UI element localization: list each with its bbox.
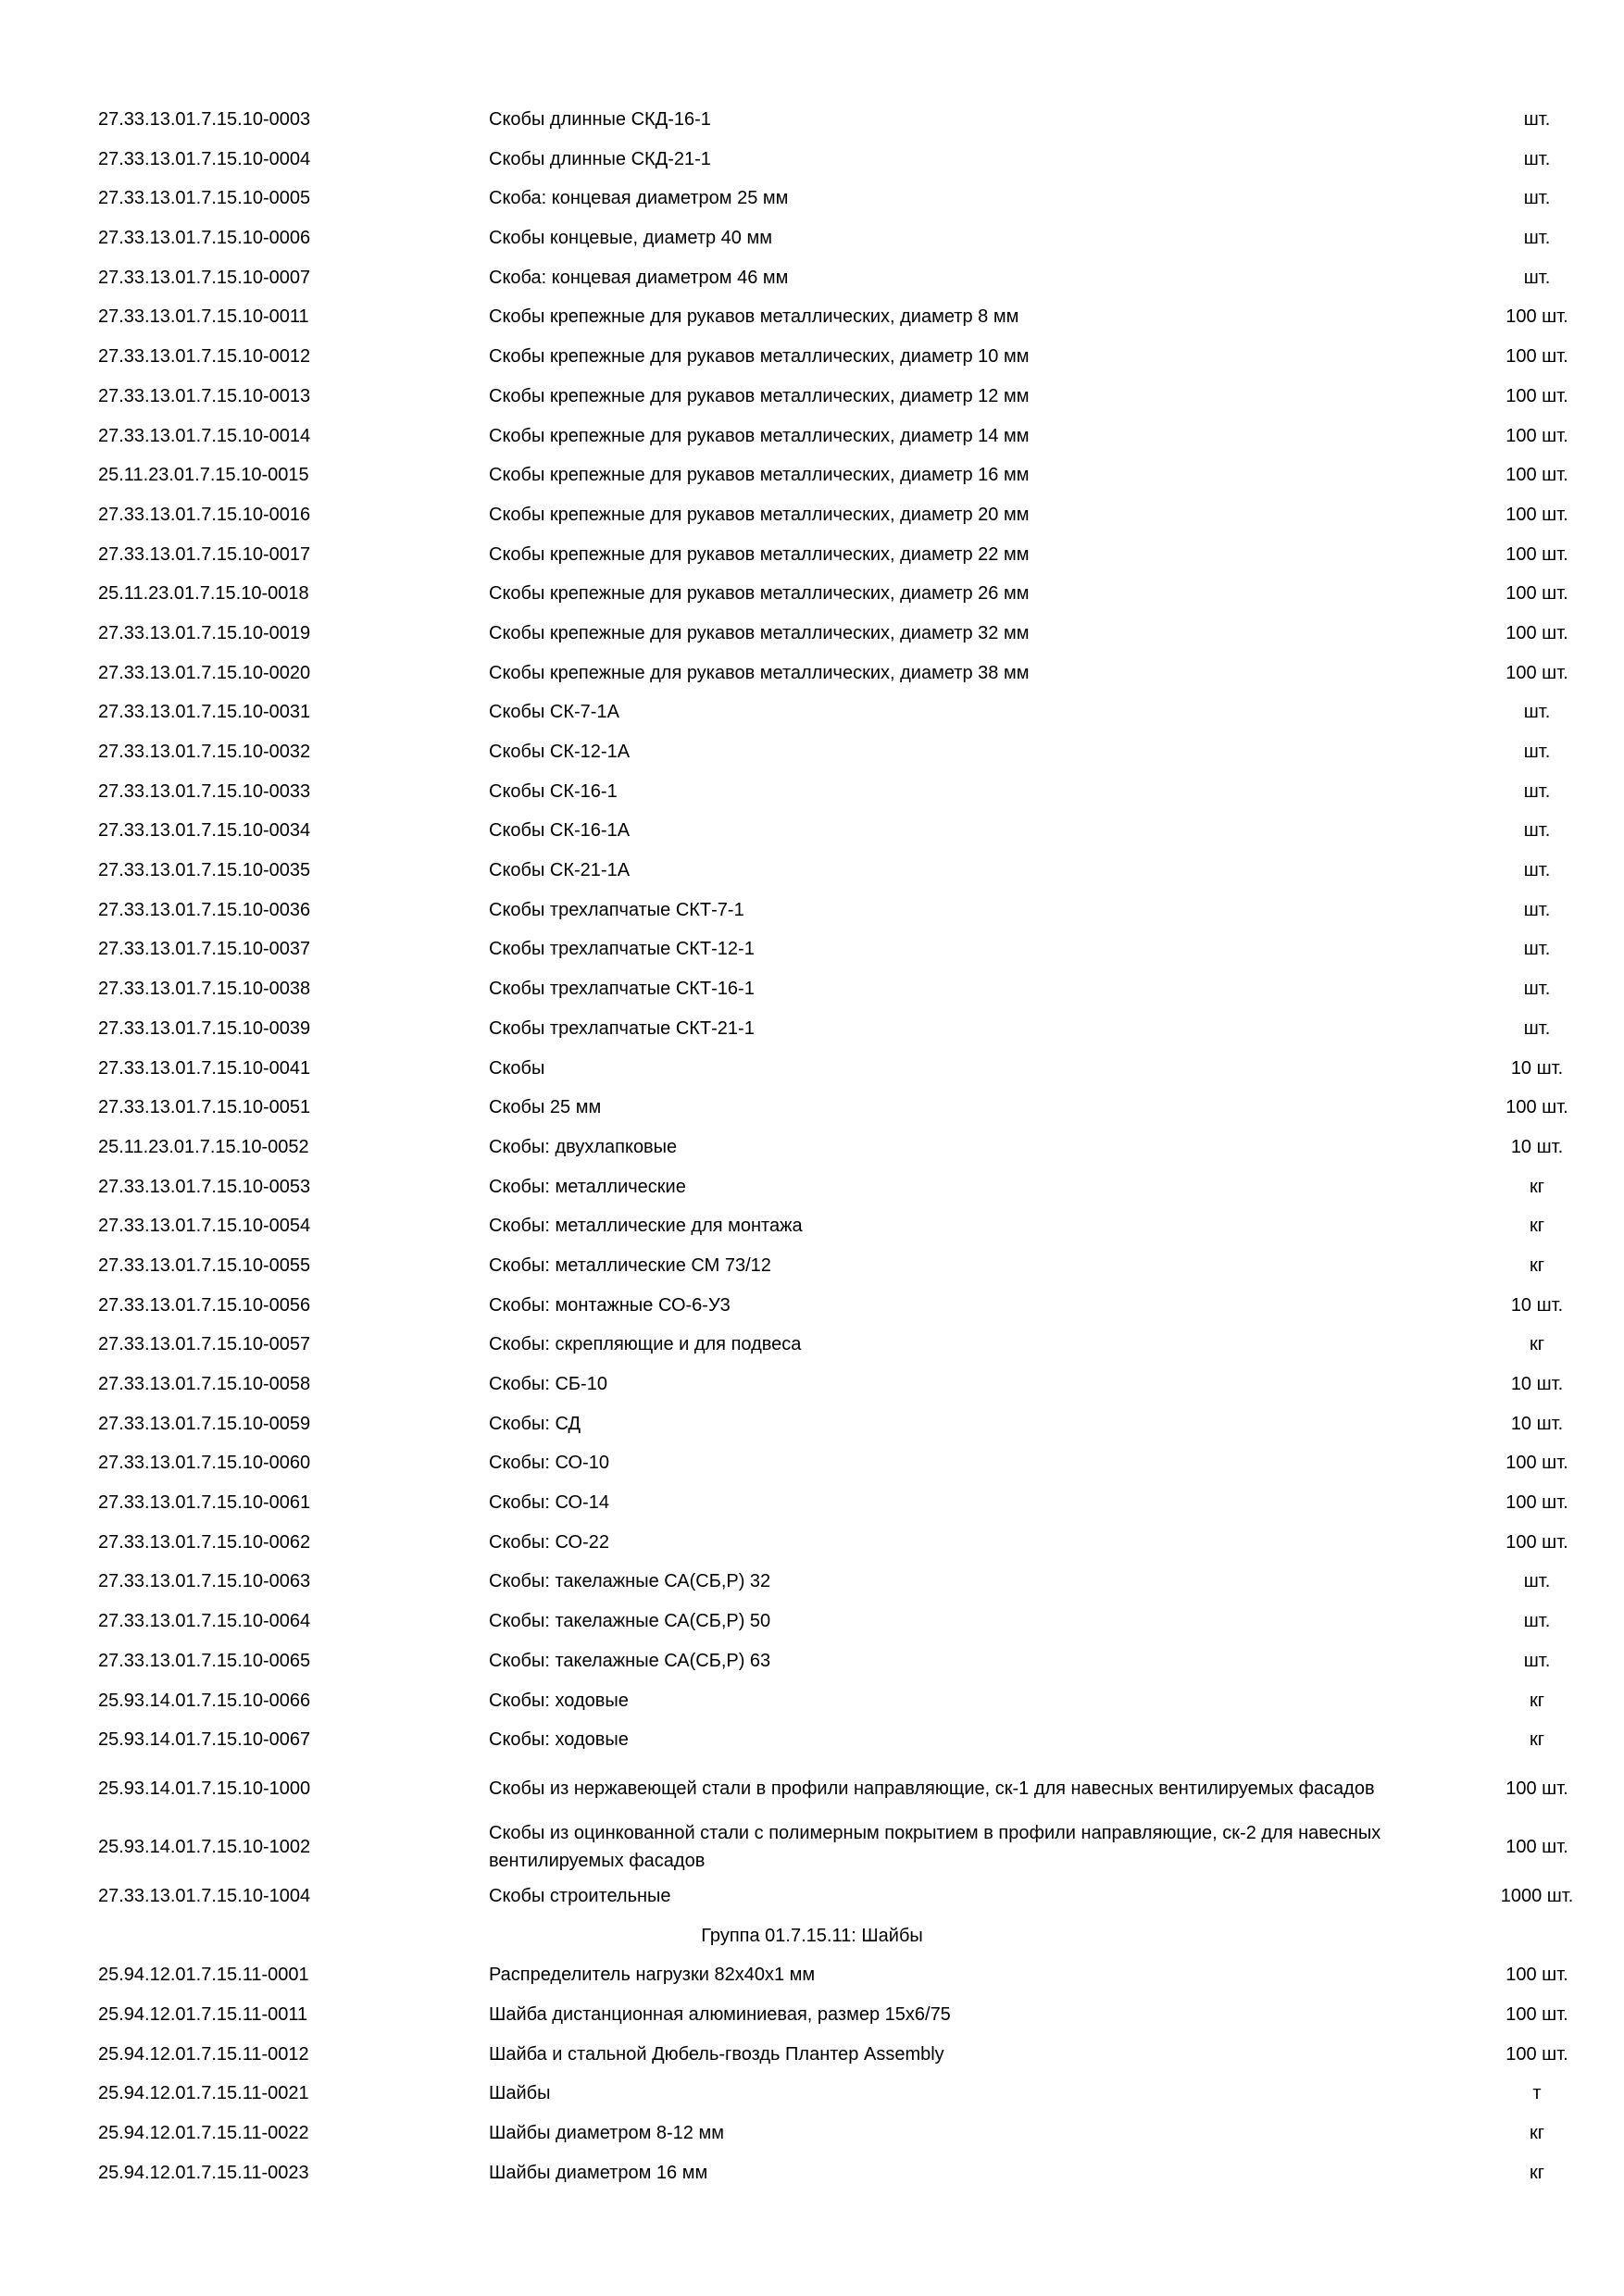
item-unit: 100 шт.: [1505, 306, 1568, 328]
item-name: Скобы СК-16-1А: [489, 820, 631, 842]
item-unit: 10 шт.: [1510, 1374, 1564, 1394]
table-row: [0, 417, 1624, 456]
table-row: [0, 732, 1624, 772]
item-name: Скобы: СО-14: [489, 1492, 609, 1514]
table-row: [0, 1955, 1624, 1995]
item-unit: 100 шт.: [1505, 2003, 1568, 2025]
item-name: Скобы трехлапчатые СКТ-21-1: [489, 1017, 755, 1039]
item-name: Скобы: металлические для монтажа: [489, 1216, 803, 1237]
item-code: 27.33.13.01.7.15.10-0038: [98, 979, 311, 1000]
item-code: 25.94.12.01.7.15.11-0011: [98, 2003, 308, 2025]
table-row: [0, 574, 1624, 614]
item-code: 27.33.13.01.7.15.10-0032: [98, 742, 311, 762]
item-name: Скобы длинные СКД-21-1: [489, 148, 711, 169]
item-unit: шт.: [1523, 1017, 1551, 1039]
item-code: 27.33.13.01.7.15.10-0003: [98, 109, 311, 130]
item-name: Скобы: монтажные СО-6-У3: [489, 1294, 731, 1316]
item-code: 27.33.13.01.7.15.10-0058: [98, 1374, 311, 1394]
table-row: [0, 1404, 1624, 1444]
item-code: 27.33.13.01.7.15.10-0033: [98, 780, 311, 802]
item-code: 27.33.13.01.7.15.10-0065: [98, 1650, 311, 1671]
item-unit: кг: [1529, 2123, 1545, 2143]
item-unit: шт.: [1523, 228, 1551, 249]
item-unit: 100 шт.: [1505, 543, 1568, 565]
table-row: [0, 930, 1624, 969]
item-code: 27.33.13.01.7.15.10-0036: [98, 899, 311, 920]
item-name: Шайбы диаметром 8-12 мм: [489, 2123, 724, 2143]
table-row: [0, 1286, 1624, 1326]
table-row: [0, 258, 1624, 298]
item-name: Скоба: концевая диаметром 46 мм: [489, 267, 789, 288]
table-row: [0, 1720, 1624, 1760]
item-code: 27.33.13.01.7.15.10-0039: [98, 1017, 311, 1039]
item-unit: шт.: [1523, 188, 1551, 209]
item-unit: шт.: [1523, 899, 1551, 920]
item-name: Скобы крепежные для рукавов металлических, диаметр 16 мм: [489, 465, 1030, 486]
item-unit: 100 шт.: [1505, 385, 1568, 406]
item-code: 27.33.13.01.7.15.10-0057: [98, 1334, 311, 1355]
item-unit: 100 шт.: [1505, 583, 1568, 605]
table-row: [0, 1009, 1624, 1049]
item-name: Скобы: металлические: [489, 1176, 686, 1197]
table-row: [0, 495, 1624, 535]
item-name: Скобы крепежные для рукавов металлических, диаметр 14 мм: [489, 425, 1030, 446]
table-row: [0, 1641, 1624, 1681]
table-row: [0, 1995, 1624, 2035]
item-name: Скобы: такелажные СА(СБ,Р) 63: [489, 1650, 771, 1671]
item-name: Скобы: СО-22: [489, 1531, 609, 1553]
item-code: 25.93.14.01.7.15.10-0066: [98, 1690, 311, 1711]
table-row: [0, 535, 1624, 575]
item-name: Скобы трехлапчатые СКТ-12-1: [489, 939, 755, 960]
table-row: [0, 811, 1624, 851]
item-unit: 10 шт.: [1510, 1057, 1564, 1079]
item-code: 27.33.13.01.7.15.10-0053: [98, 1176, 311, 1197]
item-unit: шт.: [1523, 148, 1551, 169]
table-row: [0, 891, 1624, 930]
table-row: [0, 1602, 1624, 1641]
item-code: 27.33.13.01.7.15.10-1004: [98, 1885, 311, 1906]
item-name: Скобы: [489, 1057, 545, 1079]
item-name: Скоба: концевая диаметром 25 мм: [489, 188, 789, 209]
item-code: 27.33.13.01.7.15.10-0012: [98, 346, 311, 368]
item-code: 27.33.13.01.7.15.10-0031: [98, 702, 311, 723]
item-unit: 100 шт.: [1505, 1453, 1568, 1474]
item-code: 27.33.13.01.7.15.10-0063: [98, 1571, 311, 1592]
table-row: [0, 654, 1624, 693]
table-row: [0, 2153, 1624, 2193]
item-code: 27.33.13.01.7.15.10-0016: [98, 504, 311, 525]
item-code: 27.33.13.01.7.15.10-0056: [98, 1294, 311, 1316]
item-code: 27.33.13.01.7.15.10-0051: [98, 1097, 311, 1118]
item-name: Скобы: СБ-10: [489, 1374, 607, 1394]
item-name: Скобы крепежные для рукавов металлических, диаметр 10 мм: [489, 346, 1030, 368]
table-row: [0, 1562, 1624, 1602]
item-unit: шт.: [1523, 1611, 1551, 1632]
table-row: [0, 772, 1624, 812]
item-name: Шайбы диаметром 16 мм: [489, 2162, 708, 2183]
item-code: 27.33.13.01.7.15.10-0061: [98, 1492, 311, 1514]
item-name: Скобы крепежные для рукавов металлических, диаметр 32 мм: [489, 622, 1030, 643]
item-name: Скобы: ходовые: [489, 1690, 629, 1711]
table-row: [0, 297, 1624, 337]
item-code: 27.33.13.01.7.15.10-0014: [98, 425, 311, 446]
item-unit: 100 шт.: [1505, 1778, 1568, 1799]
item-code: 27.33.13.01.7.15.10-0059: [98, 1413, 311, 1434]
item-name: Скобы крепежные для рукавов металлических, диаметр 38 мм: [489, 662, 1030, 683]
table-row: [0, 1049, 1624, 1089]
item-unit: кг: [1529, 1334, 1545, 1355]
item-name: Скобы трехлапчатые СКТ-7-1: [489, 899, 744, 920]
item-name: Скобы СК-12-1А: [489, 742, 631, 762]
table-row: [0, 1206, 1624, 1246]
item-name: Скобы СК-7-1А: [489, 702, 619, 723]
item-unit: шт.: [1523, 742, 1551, 762]
item-unit: кг: [1529, 1216, 1545, 1237]
item-unit: шт.: [1523, 1571, 1551, 1592]
item-unit: кг: [1529, 1176, 1545, 1197]
item-unit: кг: [1529, 1254, 1545, 1276]
item-name: Скобы крепежные для рукавов металлических, диаметр 22 мм: [489, 543, 1030, 565]
item-code: 27.33.13.01.7.15.10-0011: [98, 306, 309, 328]
table-row: [0, 1877, 1624, 1916]
item-name: Распределитель нагрузки 82х40х1 мм: [489, 1965, 816, 1986]
table-row: [0, 1483, 1624, 1523]
item-code: 25.94.12.01.7.15.11-0012: [98, 2043, 309, 2065]
table-row: [0, 1760, 1624, 1817]
table-row: [0, 218, 1624, 258]
item-unit: 10 шт.: [1510, 1413, 1564, 1434]
item-code: 25.11.23.01.7.15.10-0052: [98, 1136, 309, 1157]
item-code: 25.94.12.01.7.15.11-0023: [98, 2162, 309, 2183]
item-unit: шт.: [1523, 860, 1551, 881]
item-name: Скобы: СО-10: [489, 1453, 609, 1474]
table-row: [0, 140, 1624, 180]
item-unit: шт.: [1523, 109, 1551, 130]
item-code: 25.11.23.01.7.15.10-0015: [98, 465, 309, 486]
item-name: Скобы крепежные для рукавов металлических, диаметр 20 мм: [489, 504, 1030, 525]
item-unit: шт.: [1523, 780, 1551, 802]
table-body-group-10: [0, 100, 1624, 1760]
item-name: Скобы из нержавеющей стали в профили направляющие, ск-1 для навесных вентилируемых фасадов: [489, 1778, 1375, 1799]
item-unit: 100 шт.: [1505, 1965, 1568, 1986]
item-unit: 100 шт.: [1505, 465, 1568, 486]
item-name: Скобы крепежные для рукавов металлических, диаметр 26 мм: [489, 583, 1030, 605]
item-code: 25.94.12.01.7.15.11-0022: [98, 2123, 309, 2143]
item-unit: 100 шт.: [1505, 1531, 1568, 1553]
item-unit: 10 шт.: [1510, 1294, 1564, 1316]
item-name: Скобы СК-16-1: [489, 780, 618, 802]
item-unit: кг: [1529, 1729, 1545, 1751]
price-list-table: [0, 100, 1624, 2192]
item-unit: 100 шт.: [1505, 2043, 1568, 2065]
item-name: Скобы строительные: [489, 1885, 671, 1906]
item-unit: 100 шт.: [1505, 346, 1568, 368]
table-row: [0, 1443, 1624, 1483]
item-code: 27.33.13.01.7.15.10-0064: [98, 1611, 311, 1632]
table-row: [0, 2114, 1624, 2153]
item-unit: 100 шт.: [1505, 1097, 1568, 1118]
table-row: [0, 614, 1624, 654]
item-code: 25.93.14.01.7.15.10-1000: [98, 1778, 311, 1799]
item-name: Скобы: двухлапковые: [489, 1136, 678, 1157]
item-code: 27.33.13.01.7.15.10-0019: [98, 622, 311, 643]
table-row: [0, 2074, 1624, 2114]
item-code: 25.93.14.01.7.15.10-1002: [98, 1836, 311, 1857]
table-row: [0, 455, 1624, 495]
item-code: 27.33.13.01.7.15.10-0013: [98, 385, 311, 406]
table-row: [0, 1167, 1624, 1207]
item-code: 27.33.13.01.7.15.10-0037: [98, 939, 311, 960]
group-heading: Группа 01.7.15.11: Шайбы: [701, 1925, 923, 1946]
table-row: [0, 851, 1624, 891]
item-name: Скобы крепежные для рукавов металлических, диаметр 12 мм: [489, 385, 1030, 406]
item-unit: шт.: [1523, 820, 1551, 842]
table-row: [0, 2035, 1624, 2075]
item-code: 27.33.13.01.7.15.10-0041: [98, 1057, 311, 1079]
table-row: [0, 693, 1624, 732]
item-unit: 100 шт.: [1505, 1492, 1568, 1514]
item-unit: шт.: [1523, 267, 1551, 288]
table-row: [0, 100, 1624, 140]
item-name: Скобы из оцинкованной стали с полимерным покрытием в профили направляющие, ск-2 для навесных вентилируемых фасадов: [489, 1822, 1381, 1871]
item-code: 25.94.12.01.7.15.11-0021: [98, 2083, 309, 2104]
item-unit: т: [1532, 2083, 1542, 2104]
item-unit: 100 шт.: [1505, 425, 1568, 446]
table-row: [0, 1523, 1624, 1563]
table-row: [0, 969, 1624, 1009]
item-unit: шт.: [1523, 702, 1551, 723]
item-name: Скобы 25 мм: [489, 1097, 602, 1118]
item-name: Скобы: СД: [489, 1413, 581, 1434]
table-body-group-11: [0, 1955, 1624, 2192]
item-code: 27.33.13.01.7.15.10-0054: [98, 1216, 311, 1237]
item-name: Шайба дистанционная алюминиевая, размер 15х6/75: [489, 2003, 951, 2025]
item-code: 27.33.13.01.7.15.10-0020: [98, 662, 311, 683]
item-unit: 100 шт.: [1505, 1836, 1568, 1857]
item-name: Скобы трехлапчатые СКТ-16-1: [489, 979, 755, 1000]
item-unit: шт.: [1523, 939, 1551, 960]
item-unit: 100 шт.: [1505, 622, 1568, 643]
table-row: [0, 1325, 1624, 1365]
item-code: 27.33.13.01.7.15.10-0004: [98, 148, 311, 169]
item-code: 27.33.13.01.7.15.10-0034: [98, 820, 311, 842]
item-unit: кг: [1529, 2162, 1545, 2183]
item-name: Шайба и стальной Дюбель-гвоздь Плантер Assembly: [489, 2043, 944, 2065]
item-code: 25.11.23.01.7.15.10-0018: [98, 583, 309, 605]
item-name: Скобы: такелажные СА(СБ,Р) 32: [489, 1571, 771, 1592]
table-row: [0, 1365, 1624, 1404]
item-name: Скобы крепежные для рукавов металлических, диаметр 8 мм: [489, 306, 1019, 328]
table-row: [0, 1817, 1624, 1877]
item-unit: шт.: [1523, 979, 1551, 1000]
item-unit: шт.: [1523, 1650, 1551, 1671]
item-unit: 10 шт.: [1510, 1136, 1564, 1157]
table-row: [0, 1246, 1624, 1286]
table-row: [0, 1088, 1624, 1128]
table-row: [0, 337, 1624, 377]
item-name: Скобы концевые, диаметр 40 мм: [489, 228, 772, 249]
item-code: 27.33.13.01.7.15.10-0060: [98, 1453, 311, 1474]
item-name: Шайбы: [489, 2083, 551, 2104]
table-row: [0, 377, 1624, 417]
item-name: Скобы: скрепляющие и для подвеса: [489, 1334, 802, 1355]
table-row: [0, 179, 1624, 218]
item-name: Скобы: такелажные СА(СБ,Р) 50: [489, 1611, 771, 1632]
item-code: 27.33.13.01.7.15.10-0007: [98, 267, 311, 288]
item-code: 25.94.12.01.7.15.11-0001: [98, 1965, 309, 1986]
item-name: Скобы: ходовые: [489, 1729, 629, 1751]
item-code: 27.33.13.01.7.15.10-0005: [98, 188, 311, 209]
table-row: [0, 1681, 1624, 1721]
item-unit: 100 шт.: [1505, 504, 1568, 525]
item-code: 25.93.14.01.7.15.10-0067: [98, 1729, 311, 1751]
item-name: Скобы длинные СКД-16-1: [489, 109, 711, 130]
table-row: [0, 1128, 1624, 1167]
item-code: 27.33.13.01.7.15.10-0006: [98, 228, 311, 249]
item-name: Скобы СК-21-1А: [489, 860, 631, 881]
item-code: 27.33.13.01.7.15.10-0055: [98, 1254, 311, 1276]
item-code: 27.33.13.01.7.15.10-0017: [98, 543, 311, 565]
item-unit: 100 шт.: [1505, 662, 1568, 683]
item-code: 27.33.13.01.7.15.10-0062: [98, 1531, 311, 1553]
item-unit: 1000 шт.: [1500, 1885, 1574, 1906]
item-name: Скобы: металлические СМ 73/12: [489, 1254, 771, 1276]
item-code: 27.33.13.01.7.15.10-0035: [98, 860, 311, 881]
item-unit: кг: [1529, 1690, 1545, 1711]
